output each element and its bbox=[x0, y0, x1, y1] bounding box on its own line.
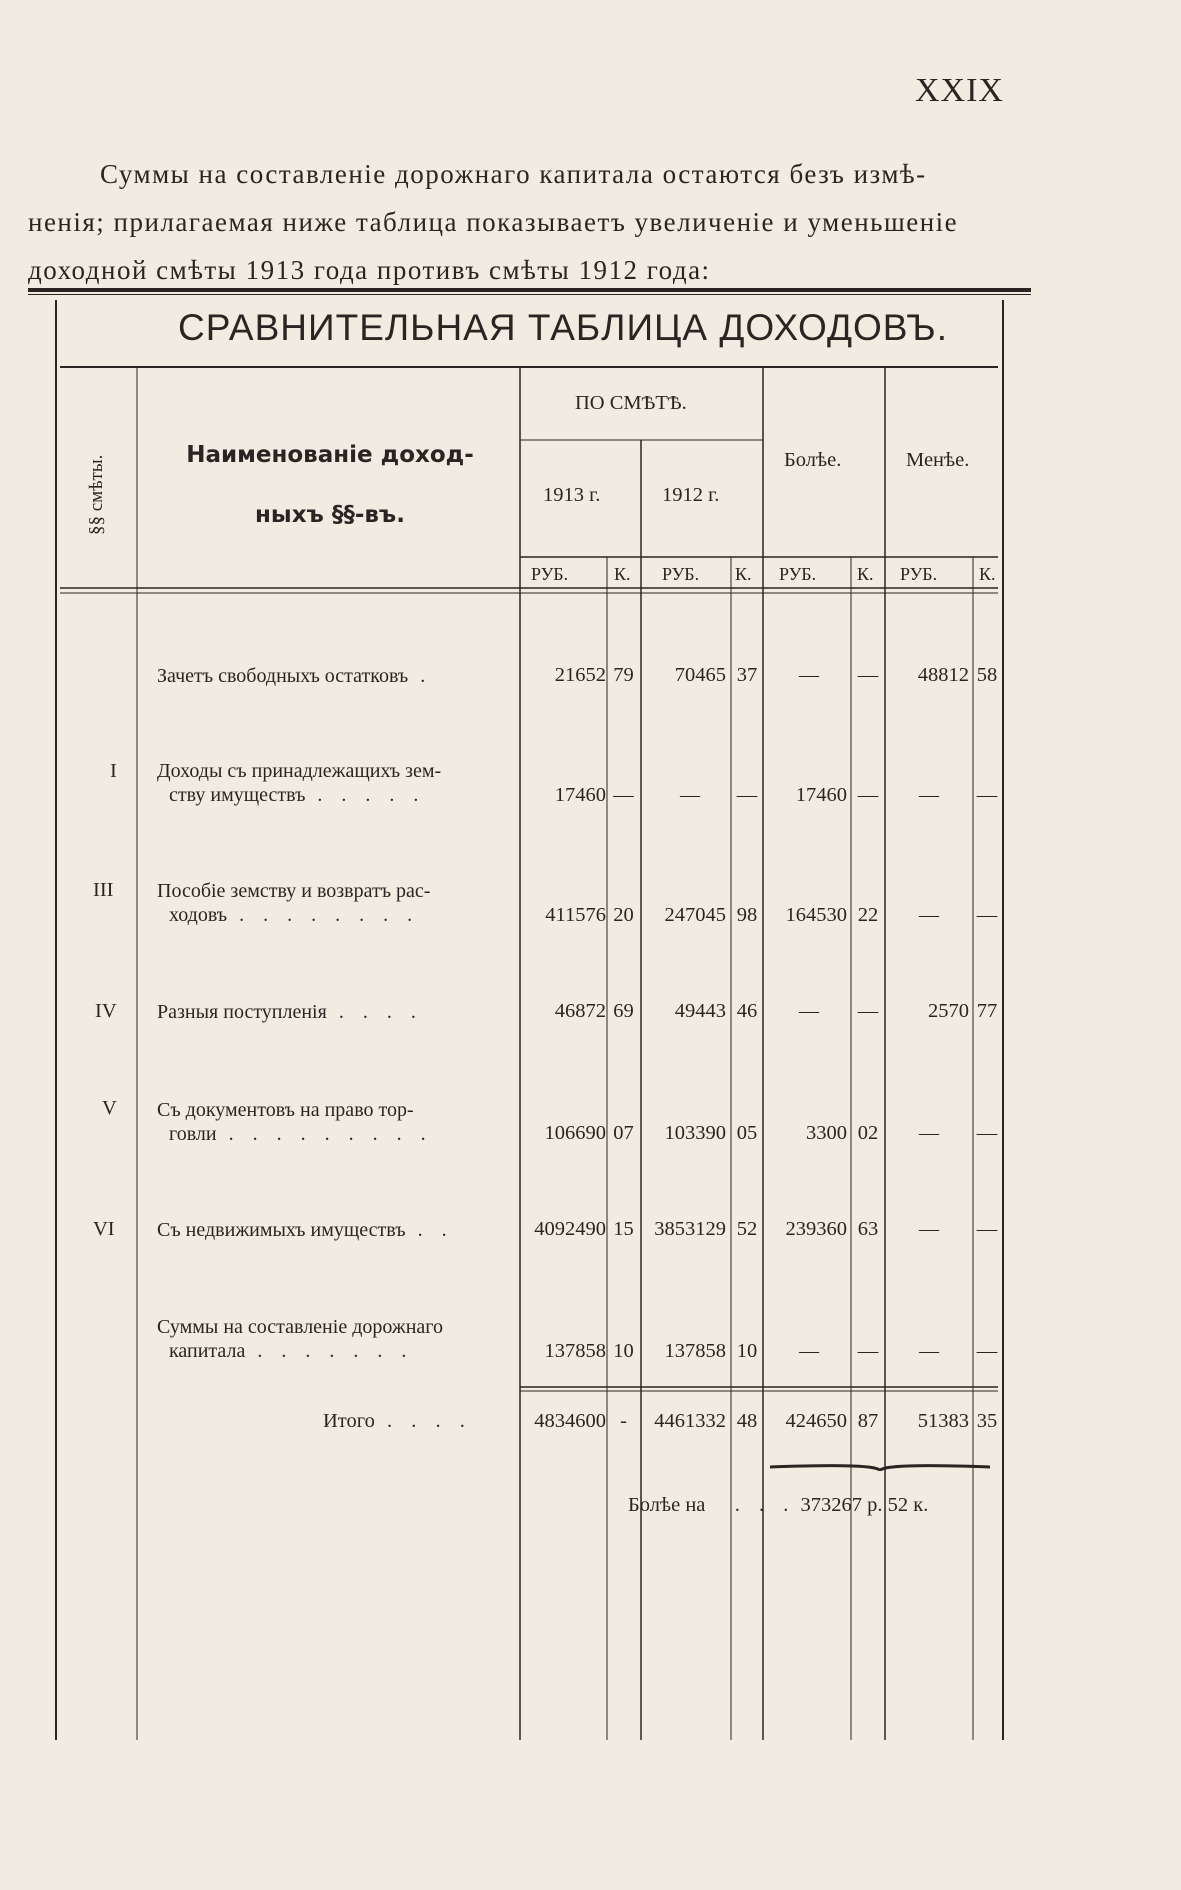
r1913-cell: 106690 bbox=[544, 1122, 606, 1144]
total-r1912: 4461332 bbox=[654, 1410, 726, 1432]
row-section: V bbox=[102, 1097, 117, 1119]
k1913-cell: 10 bbox=[613, 1340, 634, 1362]
k1913-cell: 20 bbox=[613, 904, 634, 926]
k1912-cell: 37 bbox=[736, 664, 758, 686]
r1913-cell: 17460 bbox=[554, 784, 606, 806]
row-name-line-1: Пособіе земству и возвратъ рас- bbox=[157, 880, 431, 902]
km-cell: 77 bbox=[976, 1000, 998, 1022]
row-section: III bbox=[93, 879, 114, 901]
kb-cell: 22 bbox=[857, 904, 879, 926]
difference-value: 373267 bbox=[800, 1494, 863, 1516]
k1913-cell: — bbox=[613, 784, 634, 806]
k1912-cell: 52 bbox=[736, 1218, 758, 1240]
rub-header-1912: РУБ. bbox=[662, 564, 700, 584]
total-km: 35 bbox=[976, 1410, 998, 1432]
k1912-cell: 98 bbox=[736, 904, 758, 926]
rb-cell: 17460 bbox=[795, 784, 847, 806]
name-header-line-2: ныхъ §§-въ. bbox=[255, 502, 405, 528]
table-title: СРАВНИТЕЛЬНАЯ ТАБЛИЦА ДОХОДОВЪ. bbox=[178, 307, 948, 348]
row-section: IV bbox=[95, 1000, 117, 1022]
km-cell: — bbox=[976, 904, 998, 926]
kop-header-1913: К. bbox=[614, 564, 631, 584]
rub-header-menee: РУБ. bbox=[900, 564, 938, 584]
page-number: XXIX bbox=[915, 72, 1004, 109]
po-smete-header: ПО СМѢТѢ. bbox=[575, 392, 687, 414]
row-name: Пособіе земству и возвратъ рас- ходовъ . . . . . . . . bbox=[157, 879, 517, 927]
intro-line-1: Суммы на составленіе дорожнаго капитала остаются безъ измѣ- bbox=[100, 159, 927, 189]
row-name: Съ недвижимыхъ имуществъ . . bbox=[157, 1219, 454, 1241]
k1912-cell: 05 bbox=[736, 1122, 758, 1144]
row-name-line-1: Суммы на составленіе дорожнаго bbox=[157, 1316, 443, 1338]
row-name-line-2: говли bbox=[169, 1123, 217, 1145]
kop-header-menee: К. bbox=[979, 564, 996, 584]
total-r1913: 4834600 bbox=[534, 1410, 606, 1432]
difference-line: Болѣе на . . . 373267 р. 52 к. bbox=[628, 1494, 929, 1516]
kb-cell: — bbox=[857, 1000, 879, 1022]
rub-header-bolee: РУБ. bbox=[779, 564, 817, 584]
km-cell: — bbox=[976, 1218, 998, 1240]
row-name: Суммы на составленіе дорожнаго капитала . . . . . . . bbox=[157, 1315, 517, 1363]
k1913-cell: 15 bbox=[613, 1218, 634, 1240]
difference-label: Болѣе на bbox=[628, 1494, 706, 1516]
total-rb: 424650 bbox=[785, 1410, 847, 1432]
r1912-cell: 247045 bbox=[664, 904, 726, 926]
k1912-cell: 46 bbox=[736, 1000, 758, 1022]
kop-header-bolee: К. bbox=[857, 564, 874, 584]
total-k1913: - bbox=[620, 1410, 627, 1432]
row-section: I bbox=[110, 760, 117, 782]
section-column-header: §§ смѣты. bbox=[86, 454, 107, 535]
row-name-line-2: капитала bbox=[169, 1340, 246, 1362]
k1913-cell: 07 bbox=[613, 1122, 634, 1144]
row-name-line-1: Разныя поступленія bbox=[157, 1001, 327, 1023]
r1913-cell: 4092490 bbox=[534, 1218, 606, 1240]
bolee-header: Болѣе. bbox=[784, 449, 842, 471]
k1913-cell: 79 bbox=[613, 664, 634, 686]
r1912-cell: 137858 bbox=[664, 1340, 726, 1362]
row-name-line-2: ходовъ bbox=[169, 904, 228, 926]
menee-header: Менѣе. bbox=[906, 449, 970, 471]
rub-header-1913: РУБ. bbox=[531, 564, 569, 584]
name-column-header bbox=[150, 425, 510, 545]
rm-cell: — bbox=[919, 904, 939, 926]
rb-cell: — bbox=[799, 1000, 819, 1022]
km-cell: — bbox=[976, 784, 998, 806]
r1913-cell: 411576 bbox=[545, 904, 606, 926]
r1912-cell: 3853129 bbox=[654, 1218, 726, 1240]
row-name: Съ документовъ на право тор- говли . . . . . . . . . bbox=[157, 1098, 517, 1146]
difference-kop-unit: к. bbox=[913, 1494, 929, 1516]
intro-line-2: ненія; прилагаемая ниже таблица показываетъ увеличеніе и уменьшеніе bbox=[28, 207, 959, 237]
row-name-line-1: Доходы съ принадлежащихъ зем- bbox=[157, 760, 442, 782]
kb-cell: — bbox=[857, 784, 879, 806]
r1913-cell: 21652 bbox=[554, 664, 606, 686]
kb-cell: — bbox=[857, 664, 879, 686]
k1912-cell: 10 bbox=[736, 1340, 758, 1362]
row-name-line-1: Съ недвижимыхъ имуществъ bbox=[157, 1219, 406, 1241]
difference-kop: 52 bbox=[887, 1494, 909, 1516]
year-1913-header: 1913 г. bbox=[543, 484, 601, 506]
total-kb: 87 bbox=[857, 1410, 879, 1432]
kb-cell: 02 bbox=[857, 1122, 879, 1144]
km-cell: — bbox=[976, 1122, 998, 1144]
kb-cell: — bbox=[857, 1340, 879, 1362]
r1912-cell: 103390 bbox=[664, 1122, 726, 1144]
row-name-line-1: Зачетъ свободныхъ остатковъ bbox=[157, 665, 409, 687]
rm-cell: 2570 bbox=[928, 1000, 969, 1022]
rm-cell: — bbox=[919, 784, 939, 806]
r1912-cell: 70465 bbox=[674, 664, 726, 686]
r1912-cell: 49443 bbox=[674, 1000, 726, 1022]
rb-cell: 164530 bbox=[785, 904, 847, 926]
total-rm: 51383 bbox=[917, 1410, 969, 1432]
kop-header-1912: К. bbox=[735, 564, 752, 584]
k1913-cell: 69 bbox=[613, 1000, 634, 1022]
difference-rub-unit: р. bbox=[867, 1494, 883, 1516]
row-section: VI bbox=[93, 1218, 115, 1240]
km-cell: — bbox=[976, 1340, 998, 1362]
rm-cell: 48812 bbox=[917, 664, 969, 686]
r1913-cell: 137858 bbox=[544, 1340, 606, 1362]
intro-line-3: доходной смѣты 1913 года противъ смѣты 1912 года: bbox=[28, 255, 711, 285]
rm-cell: — bbox=[919, 1122, 939, 1144]
row-name: Доходы съ принадлежащихъ зем- ству имуществъ . . . . . bbox=[157, 759, 517, 807]
km-cell: 58 bbox=[976, 664, 998, 686]
year-1912-header: 1912 г. bbox=[662, 484, 720, 506]
rm-cell: — bbox=[919, 1218, 939, 1240]
total-label-text: Итого bbox=[323, 1410, 375, 1432]
row-name: Разныя поступленія . . . . bbox=[157, 1001, 423, 1023]
r1912-cell: — bbox=[680, 784, 700, 806]
rb-cell: — bbox=[799, 1340, 819, 1362]
rm-cell: — bbox=[919, 1340, 939, 1362]
r1913-cell: 46872 bbox=[554, 1000, 606, 1022]
row-name-line-2: ству имуществъ bbox=[169, 784, 306, 806]
row-name-line-1: Съ документовъ на право тор- bbox=[157, 1099, 414, 1121]
name-header-line-1: Наименованіе доход- bbox=[186, 442, 474, 468]
rb-cell: 239360 bbox=[785, 1218, 847, 1240]
rb-cell: — bbox=[799, 664, 819, 686]
kb-cell: 63 bbox=[857, 1218, 879, 1240]
rb-cell: 3300 bbox=[806, 1122, 847, 1144]
row-name: Зачетъ свободныхъ остатковъ . bbox=[157, 665, 433, 687]
total-label: Итого . . . . bbox=[323, 1410, 472, 1432]
k1912-cell: — bbox=[736, 784, 758, 806]
total-k1912: 48 bbox=[736, 1410, 758, 1432]
